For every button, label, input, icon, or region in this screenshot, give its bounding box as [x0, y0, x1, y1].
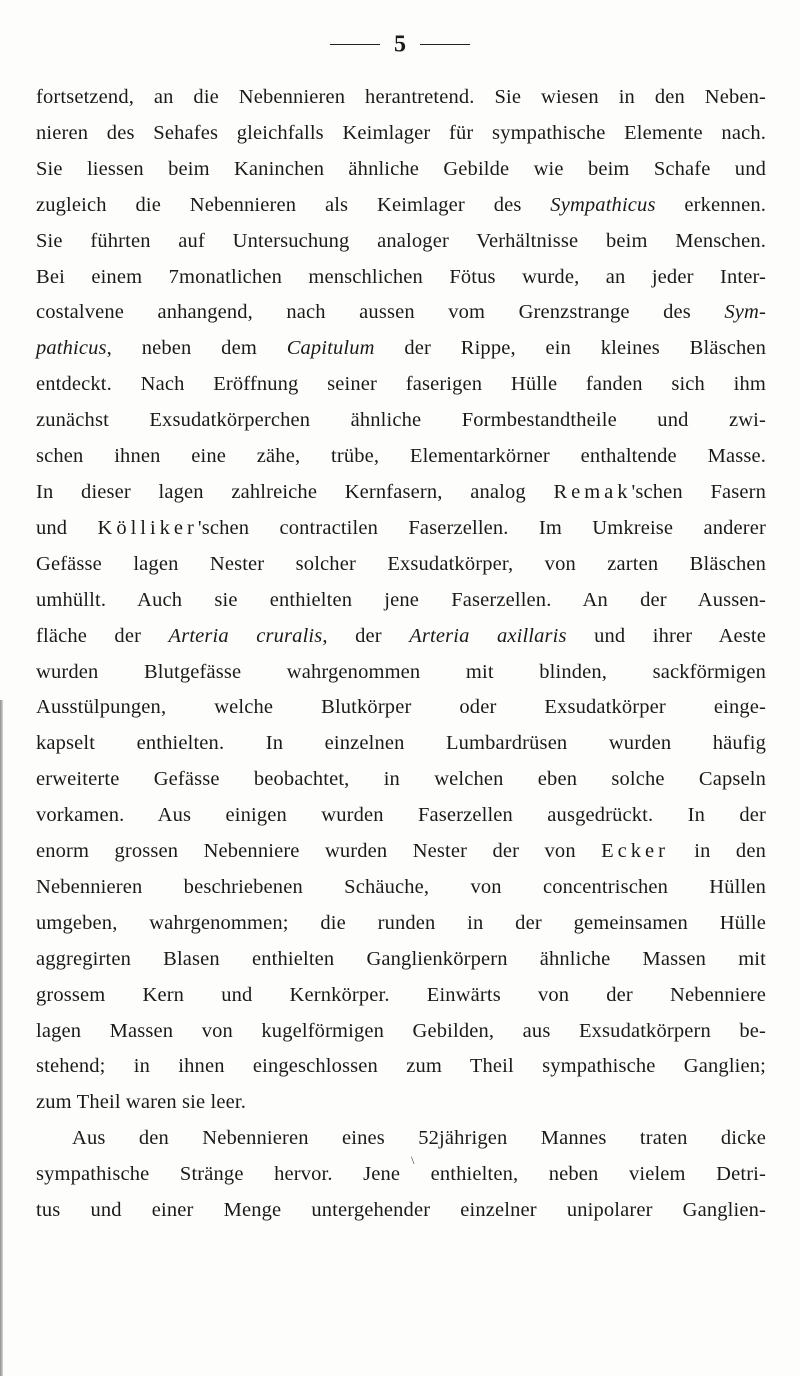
header-rule-left	[330, 44, 380, 45]
text-line: erweiterte Gefässe beobachtet, in welchen eben solche Capseln	[36, 768, 766, 791]
text-line	[36, 295, 766, 331]
emphasis-term: Capitulum	[286, 337, 375, 360]
header-rule-right	[420, 44, 470, 45]
text-line	[36, 331, 766, 367]
text-line: wurden Blutgefässe wahrgenommen mit blinden, sackförmigen	[36, 660, 766, 683]
text-run: enorm grossen Nebenniere wurden Nester der von	[36, 840, 602, 863]
text-run: in den	[668, 840, 766, 863]
page-header	[0, 28, 800, 59]
text-line: umhüllt. Auch sie enthielten jene Faserzellen. An der Aussen-	[36, 588, 766, 611]
spaced-name: Ecker	[601, 840, 669, 863]
text-line	[36, 511, 766, 547]
text-line: grossem Kern und Kernkörper. Einwärts von der Nebenniere	[36, 983, 766, 1006]
text-run: 'schen contractilen Faserzellen. Im Umkreise anderer	[197, 516, 767, 539]
text-run: , der	[322, 624, 410, 647]
emphasis-term: pathicus	[36, 337, 107, 360]
text-line: stehend; in ihnen eingeschlossen zum Theil sympathische Ganglien;	[36, 1055, 766, 1078]
signature-mark: \	[411, 1153, 415, 1167]
emphasis-term: Sympathicus	[550, 193, 656, 216]
text-line: lagen Massen von kugelförmigen Gebilden, aus Exsudatkörpern be-	[36, 1019, 766, 1042]
emphasis-term: Arteria cruralis	[168, 624, 323, 647]
text-run: In dieser lagen zahlreiche Kernfasern, analog	[36, 480, 554, 503]
text-run: fläche der	[36, 624, 169, 647]
text-line: Aus den Nebennieren eines 52jährigen Mannes traten dicke	[72, 1127, 766, 1150]
text-line: schen ihnen eine zähe, trübe, Elementarkörner enthaltende Masse.	[36, 445, 766, 468]
page-number: 5	[394, 31, 406, 58]
text-line	[36, 619, 766, 655]
text-line: fortsetzend, an die Nebennieren herantretend. Sie wiesen in den Neben-	[36, 86, 766, 108]
text-line: entdeckt. Nach Eröffnung seiner faserigen Hülle fanden sich ihm	[36, 373, 766, 396]
text-run: und ihrer Aeste	[566, 624, 766, 647]
text-line: vorkamen. Aus einigen wurden Faserzellen ausgedrückt. In der	[36, 804, 766, 827]
text-line: Sie liessen beim Kaninchen ähnliche Gebilde wie beim Schafe und	[36, 157, 766, 180]
text-line: aggregirten Blasen enthielten Ganglienkörpern ähnliche Massen mit	[36, 947, 766, 970]
text-run: zugleich die Nebennieren als Keimlager des	[36, 193, 551, 216]
text-run: der Rippe, ein kleines Bläschen	[374, 337, 766, 360]
text-run: 'schen Fasern	[631, 480, 766, 503]
binding-edge	[0, 700, 3, 1376]
text-line: Nebennieren beschriebenen Schäuche, von concentrischen Hüllen	[36, 875, 766, 898]
text-line	[36, 475, 766, 511]
body-text	[36, 80, 766, 1229]
text-line: Bei einem 7monatlichen menschlichen Fötus wurde, an jeder Inter-	[36, 265, 766, 288]
emphasis-term: Sym-	[724, 301, 766, 324]
text-run: erkennen.	[655, 193, 766, 216]
text-run: und	[36, 516, 98, 539]
emphasis-term: Arteria axillaris	[409, 624, 567, 647]
text-line: umgeben, wahrgenommen; die runden in der gemeinsamen Hülle	[36, 911, 766, 934]
spaced-name: Remak	[553, 480, 632, 503]
text-line	[36, 834, 766, 870]
text-line: kapselt enthielten. In einzelnen Lumbardrüsen wurden häufig	[36, 732, 766, 755]
text-line: sympathische Stränge hervor. Jene enthielten, neben vielem Detri-	[36, 1163, 766, 1186]
text-run: costalvene anhangend, nach aussen vom Grenzstrange des	[36, 301, 725, 324]
text-line: tus und einer Menge untergehender einzelner unipolarer Ganglien-	[36, 1199, 766, 1222]
text-line	[36, 188, 766, 224]
text-line: Gefässe lagen Nester solcher Exsudatkörper, von zarten Bläschen	[36, 552, 766, 575]
text-line: Sie führten auf Untersuchung analoger Verhältnisse beim Menschen.	[36, 229, 766, 252]
text-line: nieren des Sehafes gleichfalls Keimlager für sympathische Elemente nach.	[36, 121, 766, 144]
spaced-name: Kölliker	[97, 516, 198, 539]
text-line: Ausstülpungen, welche Blutkörper oder Exsudatkörper einge-	[36, 696, 766, 719]
text-run: , neben dem	[106, 337, 287, 360]
text-line: zunächst Exsudatkörperchen ähnliche Formbestandtheile und zwi-	[36, 409, 766, 432]
text-line: zum Theil waren sie leer.	[36, 1091, 247, 1114]
